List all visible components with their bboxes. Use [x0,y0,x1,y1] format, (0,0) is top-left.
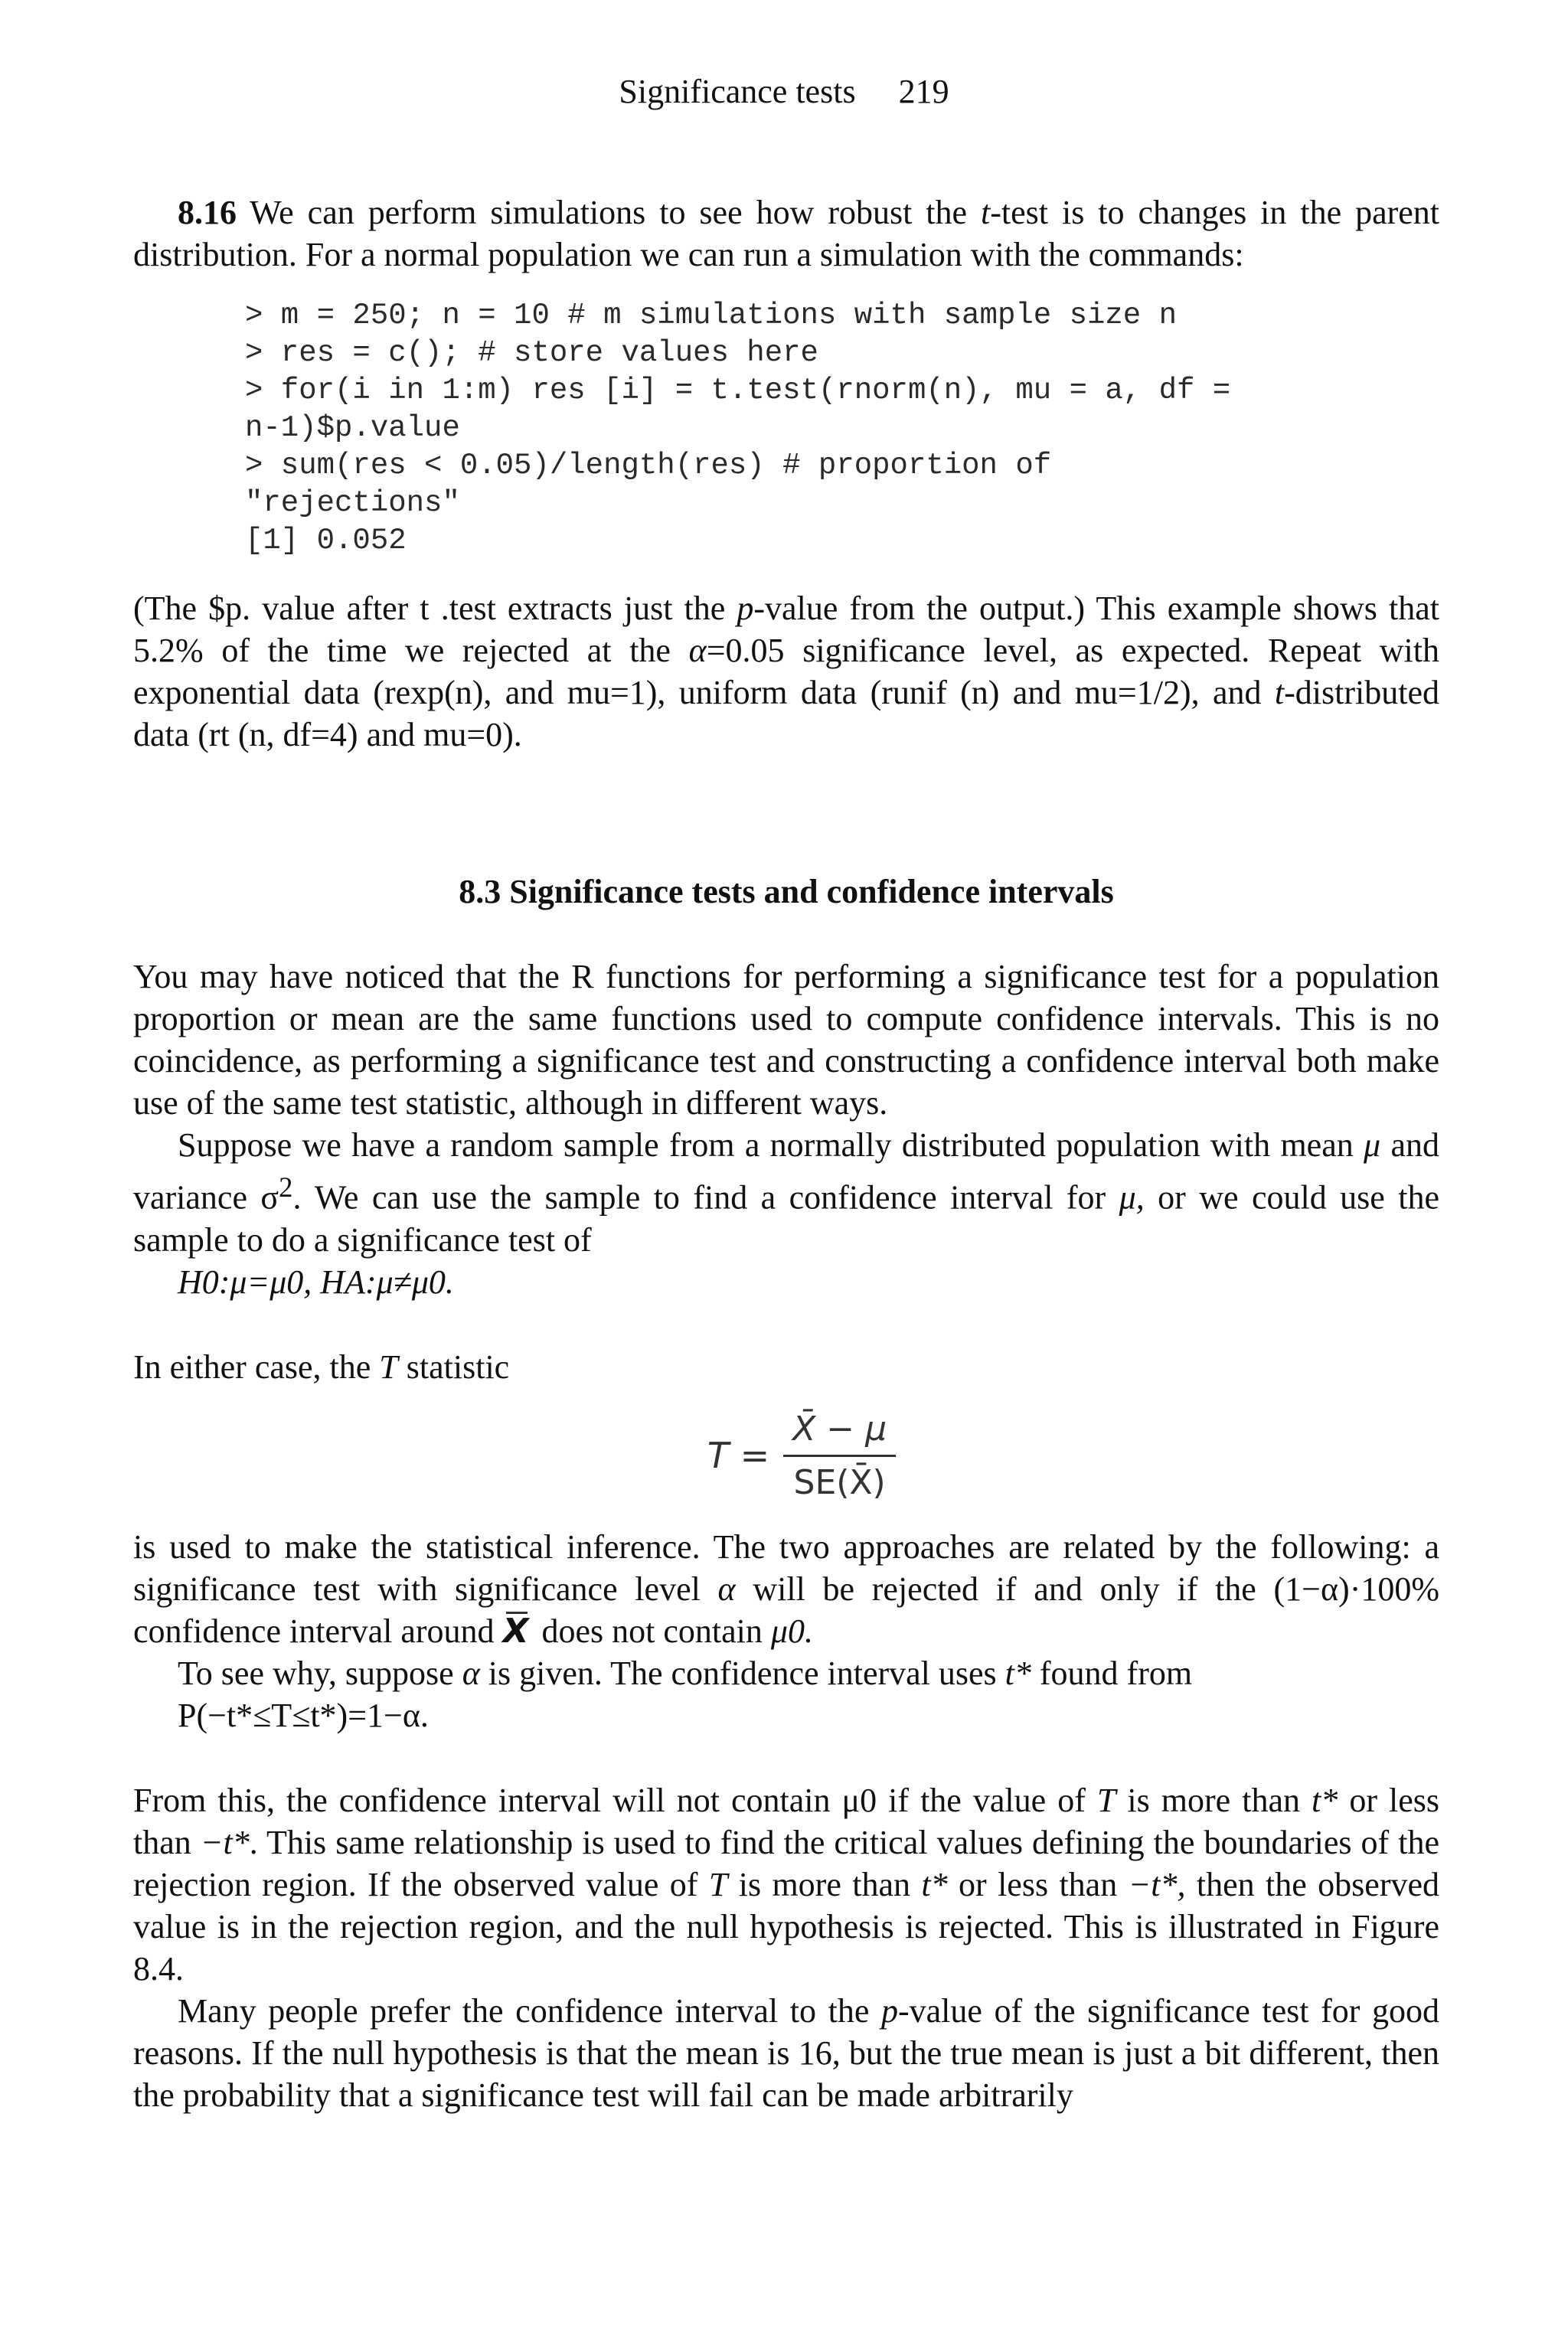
section-paragraph-7: Many people prefer the confidence interval to the p-value of the significance test for good reasons. If the null hypothesis is that the mean is 16, but the true mean is just a bit different, then the probability that a significance test will fail can be made arbitrarily [133,1991,1439,2114]
running-head-title: Significance tests [619,73,856,110]
probability-line: P(−t*≤T≤t*)=1−α. [178,1696,429,1734]
exercise-followup: (The $p. value after t .test extracts just the p-value from the output.) This example shows that 5.2% of the time we rejected at the α=0.05 significance level, as expected. Repeat with exponential data (rexp(n), and mu=1), uniform data (runif (n) and mu=1/2), and t-distributed data (rt (n, df=4) and mu=0). [133,590,1439,753]
section-paragraph-1: You may have noticed that the R functions for performing a significance test for a population proportion or mean are the same functions used to compute confidence intervals. This is no coincidence, as performing a significance test and constructing a confidence interval both make use of the same test statistic, although in different ways. [133,958,1439,1122]
xbar-symbol: X [502,1611,529,1651]
t-statistic-formula [133,1399,1439,1514]
section-paragraph-5: To see why, suppose α is given. The confidence interval uses t* found from [178,1654,1193,1692]
section-paragraph-6: From this, the confidence interval will not contain μ0 if the value of T is more than t* or less than −t*. This same relationship is used to find the critical values defining the boundaries of the rejection region. If the observed value of T is more than t* or less than −t*, then the observed value is in the rejection region, and the null hypothesis is rejected. This is illustrated in Figure 8.4. [133,1781,1440,1988]
exercise-paragraph: 8.16 We can perform simulations to see how robust the t-test is to changes in the parent distribution. For a normal population we can run a simulation with the commands: [133,194,1440,273]
r-code-block: > m = 250; n = 10 # m simulations with sample size n > res = c(); # store values here > for(i in 1:m) res [i] = t.test(rnorm(n), mu = a, df = n-1)$p.value > sum(res < 0.05)/length(res) # proportion of "rejections" [1] 0.052 [245,299,1231,557]
running-head [0,69,1568,115]
section-paragraph-2: Suppose we have a random sample from a normally distributed population with mean μ and variance $\sigma^2$. We can use the sample to find a confidence interval for μ, or we could use the sample to do a significance test of [133,1126,1439,1259]
section-heading: 8.3 Significance tests and confidence intervals [459,873,1114,910]
exercise-number: 8.16 [178,194,237,231]
formula-numerator: X̄ − μ [783,1408,896,1457]
formula-lhs: T = [707,1435,770,1477]
section-paragraph-3: In either case, the T statistic [133,1348,510,1386]
section-paragraph-4: is used to make the statistical inference. The two approaches are related by the following: a significance test with significance level α will be rejected if and only if the (1−α)·100% confidence interval around X does not contain μ0. [133,1527,1440,1651]
page-number: 219 [898,73,949,110]
formula-fraction [783,1408,896,1504]
page-body [133,191,1439,2116]
formula-denominator: SE(X̄) [793,1463,886,1503]
hypothesis-line: H0:μ=μ0, HA:μ≠μ0. [178,1263,454,1301]
